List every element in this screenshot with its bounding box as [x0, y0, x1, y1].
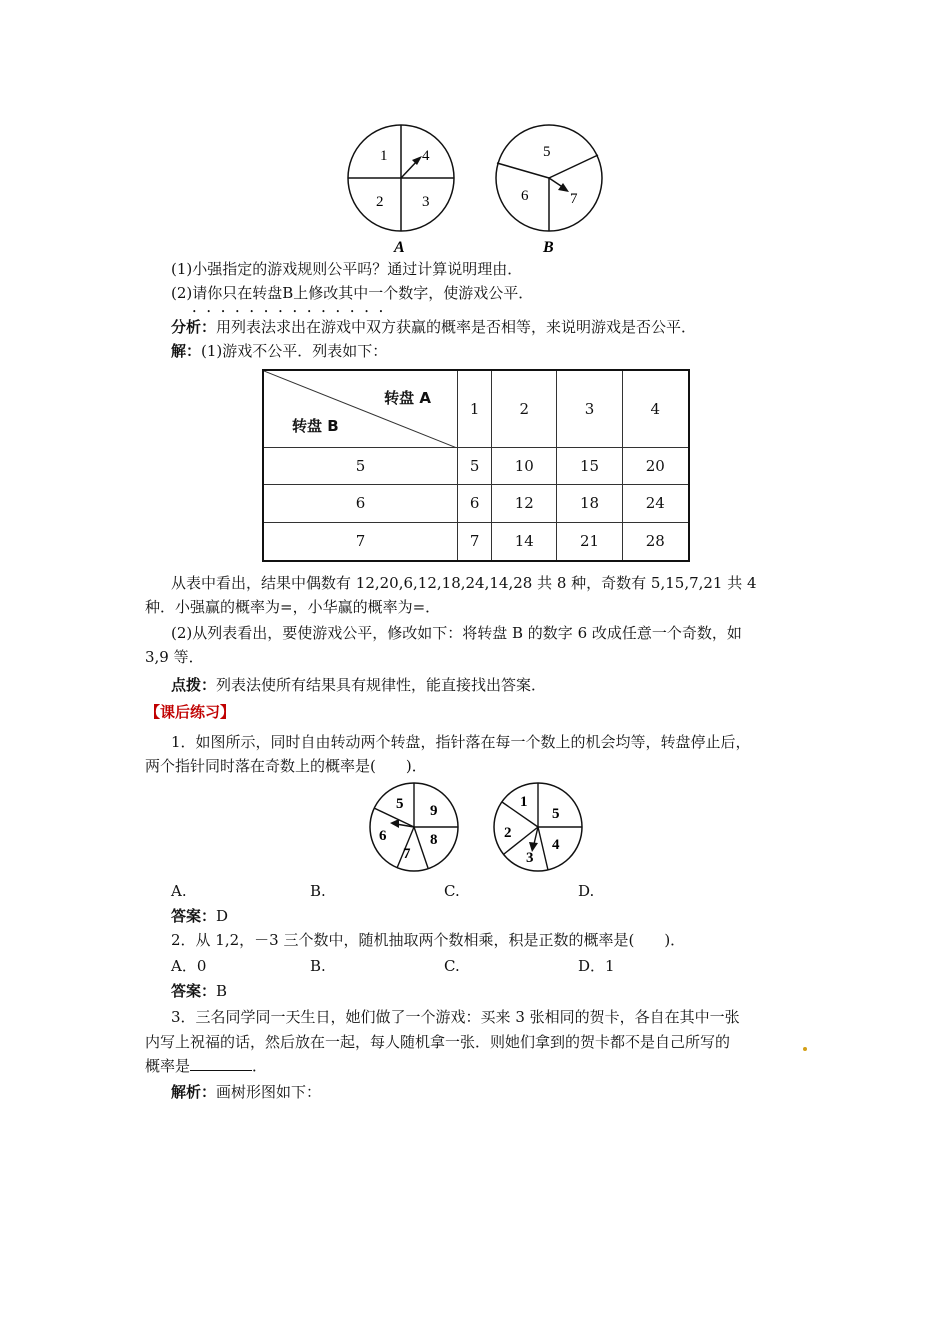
solution-text: (1)游戏不公平．列表如下： — [201, 342, 388, 360]
spinner-a-number: 3 — [422, 194, 430, 210]
analysis — [171, 316, 696, 338]
table-row-header: 5 — [263, 447, 458, 485]
tip — [171, 674, 546, 696]
table-row-header: 7 — [263, 522, 458, 561]
table-column-header: 2 — [492, 370, 557, 447]
spinner-right-number: 2 — [504, 825, 512, 841]
spinner-right — [494, 783, 582, 871]
table-cell: 12 — [492, 485, 557, 523]
spinner-left-number: 5 — [396, 796, 404, 812]
exercise-3-line-3 — [145, 1055, 267, 1077]
exercise-2: 2．从 1,2，－3 三个数中，随机抽取两个数相乘，积是正数的概率是( )． — [171, 931, 686, 949]
tip-label: 点拨： — [171, 676, 217, 694]
table-row — [263, 447, 689, 485]
spinners-top-figure — [340, 118, 620, 258]
spinner-b-label: B — [543, 239, 554, 256]
table-row — [263, 522, 689, 561]
analysis-label: 分析： — [171, 318, 217, 336]
spinner-left-number: 7 — [403, 846, 411, 862]
spinner-left-number: 6 — [379, 828, 387, 844]
question-2-suffix: ，使游戏公平． — [428, 284, 534, 302]
question-2-prefix: (2) — [171, 284, 193, 302]
exercise-1-option-b[interactable]: B. — [310, 882, 326, 900]
table-cell: 28 — [622, 522, 689, 561]
header-spinner-b: 转盘 B — [292, 417, 339, 435]
arrow-icon — [412, 156, 422, 165]
table-row-header: 6 — [263, 485, 458, 523]
question-2 — [171, 282, 533, 304]
table-cell: 5 — [458, 447, 492, 485]
answer-label: 答案： — [171, 982, 217, 1000]
spinner-right-number: 4 — [552, 837, 560, 853]
header-spinner-a: 转盘 A — [384, 389, 431, 407]
spinner-left-number: 9 — [430, 803, 438, 819]
tip-text: 列表法使所有结果具有规律性，能直接找出答案． — [216, 676, 547, 694]
question-1: (1)小强指定的游戏规则公平吗？通过计算说明理由． — [171, 260, 523, 278]
spinner-a-number: 1 — [380, 148, 388, 164]
analysis-2 — [171, 1081, 321, 1103]
exercise-1-answer — [171, 905, 228, 927]
spinner-right-number: 3 — [526, 850, 534, 866]
spinner-b — [496, 125, 602, 256]
analysis-text: 用列表法求出在游戏中双方获赢的概率是否相等，来说明游戏是否公平． — [216, 318, 697, 336]
spinner-left — [370, 783, 458, 871]
table-cell: 20 — [622, 447, 689, 485]
spinner-b-number: 6 — [521, 188, 529, 204]
table-cell: 24 — [622, 485, 689, 523]
exercise-2-option-b[interactable]: B. — [310, 957, 326, 975]
spinner-a-number: 2 — [376, 194, 384, 210]
table-cell: 10 — [492, 447, 557, 485]
analysis-2-text: 画树形图如下： — [216, 1083, 322, 1101]
exercise-3-suffix: ． — [252, 1057, 268, 1075]
exercise-3-line-2: 内写上祝福的话，然后放在一起，每人随机拿一张．则她们拿到的贺卡都不是自己所写的 — [145, 1033, 731, 1051]
answer-value: B — [216, 982, 228, 1000]
solution — [171, 340, 387, 362]
section-title: 【课后练习】 — [145, 703, 236, 721]
paragraph-2-line-2: 3,9 等． — [145, 648, 204, 666]
exercise-2-option-c[interactable]: C. — [444, 957, 460, 975]
spinner-right-number: 5 — [552, 806, 560, 822]
table-cell: 14 — [492, 522, 557, 561]
table-cell: 21 — [557, 522, 622, 561]
arrow-icon — [390, 819, 399, 828]
paragraph-1-line-2: 种．小强赢的概率为=，小华赢的概率为=． — [145, 598, 441, 616]
spinner-a-number: 4 — [422, 148, 430, 164]
table-corner-header — [263, 370, 458, 447]
paragraph-2-line-1: (2)从列表看出，要使游戏公平，修改如下：将转盘 B 的数字 6 改成任意一个奇数，如 — [171, 624, 742, 642]
outcome-table — [262, 369, 690, 562]
answer-blank[interactable] — [190, 1056, 252, 1071]
spinner-b-number: 5 — [543, 144, 551, 160]
exercise-1-option-c[interactable]: C. — [444, 882, 460, 900]
spinners-exercise-figure — [366, 782, 586, 872]
highlight-dot — [803, 1047, 807, 1051]
analysis-2-label: 解析： — [171, 1083, 217, 1101]
exercise-1-option-a[interactable]: A. — [171, 882, 187, 900]
exercise-2-option-d[interactable]: D．1 — [578, 957, 615, 975]
paragraph-1-line-1: 从表中看出，结果中偶数有 12,20,6,12,18,24,14,28 共 8 种，奇数有 5,15,7,21 共 4 — [171, 574, 757, 592]
exercise-3-prefix: 概率是 — [145, 1057, 191, 1075]
exercise-1-line-2: 两个指针同时落在奇数上的概率是( )． — [145, 757, 427, 775]
table-cell: 6 — [458, 485, 492, 523]
spinner-right-number: 1 — [520, 794, 528, 810]
exercise-1-line-1: 1．如图所示，同时自由转动两个转盘，指针落在每一个数上的机会均等，转盘停止后， — [171, 733, 751, 751]
solution-label: 解： — [171, 342, 202, 360]
table-column-header: 1 — [458, 370, 492, 447]
table-row — [263, 485, 689, 523]
spinner-a — [348, 125, 454, 256]
spinner-b-number: 7 — [570, 191, 578, 207]
table-cell: 18 — [557, 485, 622, 523]
exercise-2-answer — [171, 980, 227, 1002]
exercise-1-option-d[interactable]: D. — [578, 882, 595, 900]
answer-label: 答案： — [171, 907, 217, 925]
exercise-2-option-a[interactable]: A．0 — [171, 957, 207, 975]
diagonal-line — [264, 371, 457, 448]
table-column-header: 4 — [622, 370, 689, 447]
spinner-left-number: 8 — [430, 832, 438, 848]
table-cell: 7 — [458, 522, 492, 561]
exercise-3-line-1: 3．三名同学同一天生日，她们做了一个游戏：买来 3 张相同的贺卡，各自在其中一张 — [171, 1008, 740, 1026]
answer-value: D — [216, 907, 229, 925]
table-column-header: 3 — [557, 370, 622, 447]
question-2-emphasis: 请你只在转盘B上修改其中一个数字 • • • — [192, 284, 428, 302]
table-cell: 15 — [557, 447, 622, 485]
spinner-a-label: A — [394, 239, 405, 256]
